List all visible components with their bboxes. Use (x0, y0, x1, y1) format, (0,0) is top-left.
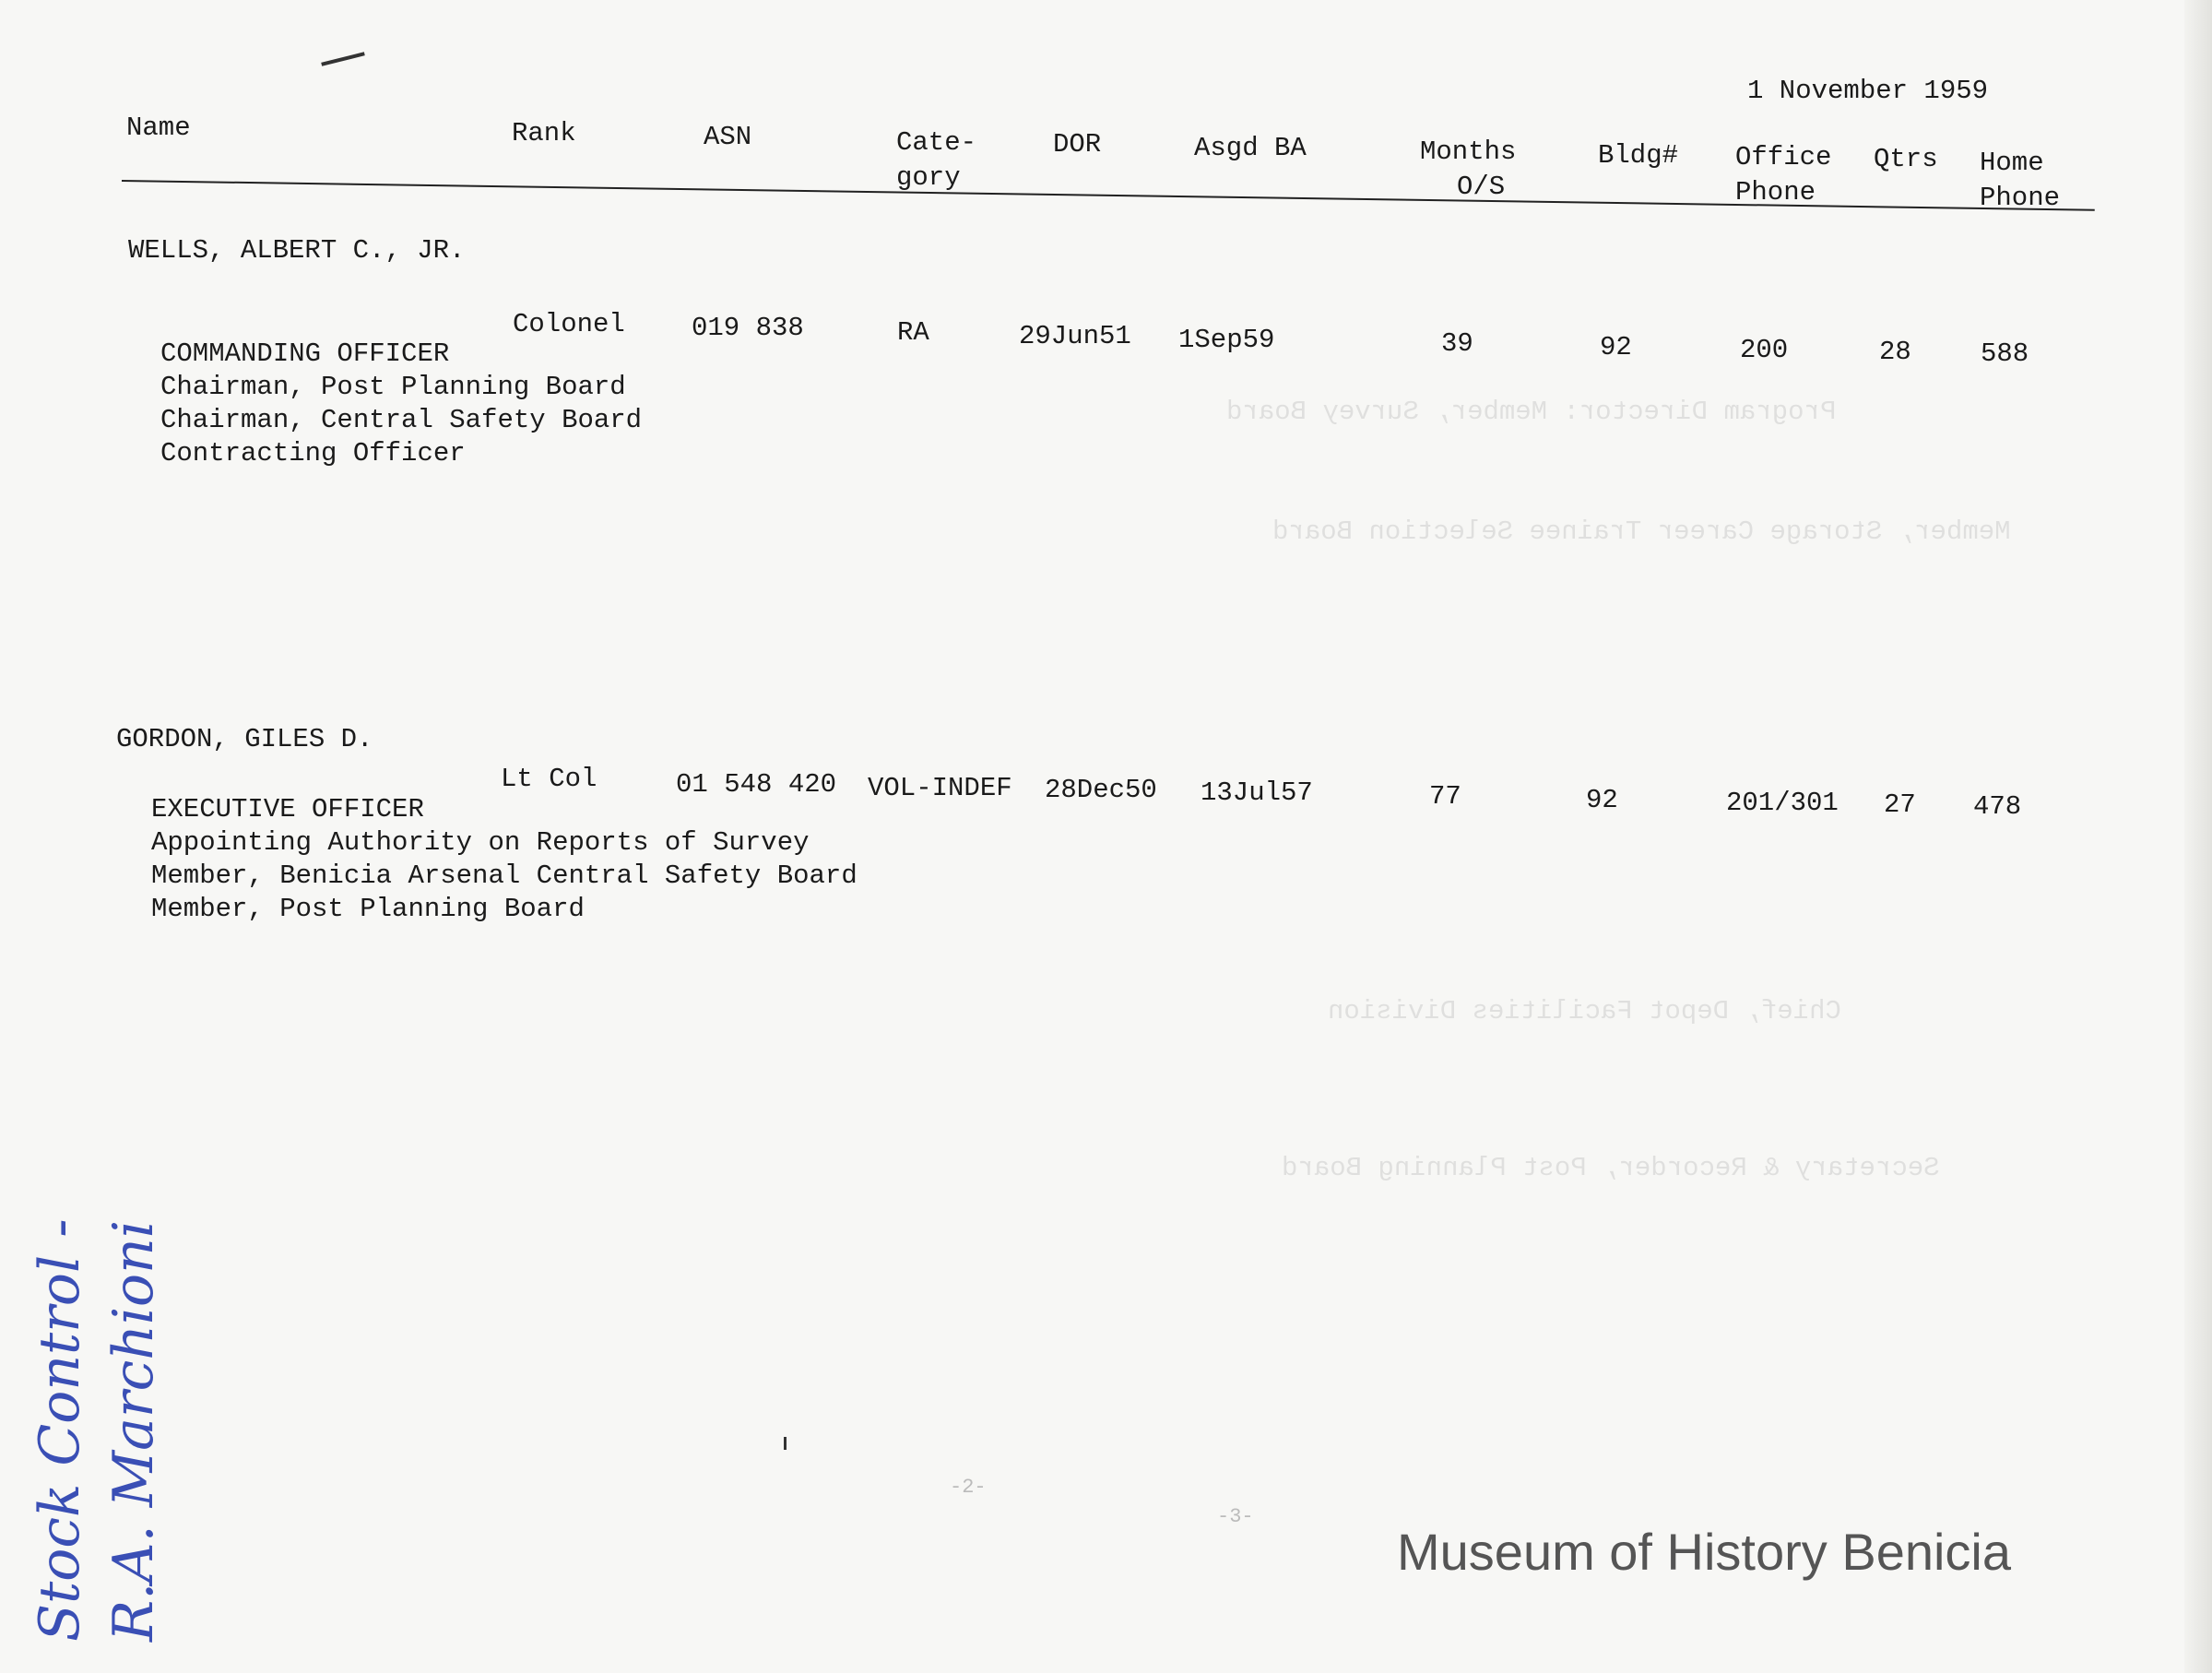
header-home-line2: Phone (1980, 183, 2061, 213)
header-category-line2: gory (896, 162, 961, 193)
entry-category: VOL-INDEF (868, 773, 1012, 803)
entry-rank: Colonel (513, 309, 625, 339)
handwritten-line2: R.A. Marchioni (101, 1219, 166, 1642)
header-category-line1: Cate- (896, 127, 977, 158)
entry-qtrs: 27 (1884, 789, 1916, 820)
bleed-line: Secretary & Recorder, Post Planning Board (1282, 1153, 1940, 1183)
duty-line: Member, Benicia Arsenal Central Safety Board (151, 860, 858, 891)
duty-line: Chairman, Post Planning Board (160, 372, 626, 402)
header-home-phone (1980, 146, 2060, 216)
document-date: 1 November 1959 (1747, 76, 1989, 106)
header-asgd-ba: Asgd BA (1194, 133, 1307, 163)
header-rank: Rank (512, 118, 576, 148)
header-office-phone (1735, 140, 1831, 210)
bleed-line: Member, Storage Career Trainee Selection Board (1272, 516, 2011, 547)
header-home-line1: Home (1980, 148, 2044, 178)
pen-mark (321, 52, 365, 65)
entry-duties (160, 338, 642, 470)
duty-line: Appointing Authority on Reports of Survey (151, 827, 810, 858)
entry-rank: Lt Col (501, 764, 597, 794)
header-category (896, 125, 976, 196)
entry-category: RA (897, 317, 929, 348)
entry-asgd-ba: 1Sep59 (1178, 325, 1275, 355)
bleed-page-number: -2- (950, 1476, 987, 1499)
entry-office-phone: 200 (1740, 335, 1789, 365)
page-edge (2184, 0, 2212, 1673)
entry-asn: 01 548 420 (676, 769, 837, 800)
handwritten-line1: Stock Control - (28, 1218, 92, 1642)
entry-qtrs: 28 (1879, 337, 1911, 367)
header-asn: ASN (704, 122, 752, 152)
header-months-line2: O/S (1457, 172, 1506, 202)
header-office-line2: Phone (1735, 177, 1816, 208)
museum-watermark: Museum of History Benicia (1397, 1523, 2012, 1581)
duty-line: COMMANDING OFFICER (160, 338, 450, 369)
entry-months-os: 39 (1441, 328, 1473, 359)
header-months-os (1420, 135, 1516, 205)
header-name: Name (126, 113, 191, 143)
entry-asn: 019 838 (692, 313, 804, 343)
duty-line: Chairman, Central Safety Board (160, 405, 643, 435)
entry-dor: 28Dec50 (1045, 775, 1157, 805)
entry-name: WELLS, ALBERT C., JR. (128, 235, 466, 266)
bleed-page-number: -3- (1217, 1505, 1254, 1528)
header-months-line1: Months (1420, 136, 1517, 167)
entry-dor: 29Jun51 (1019, 321, 1131, 351)
header-office-line1: Office (1735, 142, 1832, 172)
bleed-line: Program Director: Member, Survey Board (1226, 397, 1837, 427)
entry-bldg: 92 (1586, 785, 1618, 815)
entry-home-phone: 588 (1981, 338, 2029, 369)
pen-mark (784, 1437, 787, 1450)
entry-bldg: 92 (1600, 332, 1632, 362)
entry-home-phone: 478 (1973, 791, 2022, 822)
duty-line: EXECUTIVE OFFICER (151, 794, 424, 825)
entry-asgd-ba: 13Jul57 (1201, 777, 1313, 808)
bleed-line: Chief, Depot Facilities Division (1328, 996, 1841, 1026)
header-qtrs: Qtrs (1874, 144, 1938, 174)
entry-office-phone: 201/301 (1726, 788, 1839, 818)
entry-duties (151, 793, 858, 926)
duty-line: Member, Post Planning Board (151, 894, 585, 924)
entry-name: GORDON, GILES D. (116, 724, 373, 754)
header-bldg: Bldg# (1598, 140, 1679, 171)
entry-months-os: 77 (1429, 781, 1461, 812)
handwritten-note (23, 1219, 171, 1643)
header-dor: DOR (1053, 129, 1102, 160)
duty-line: Contracting Officer (160, 438, 466, 469)
